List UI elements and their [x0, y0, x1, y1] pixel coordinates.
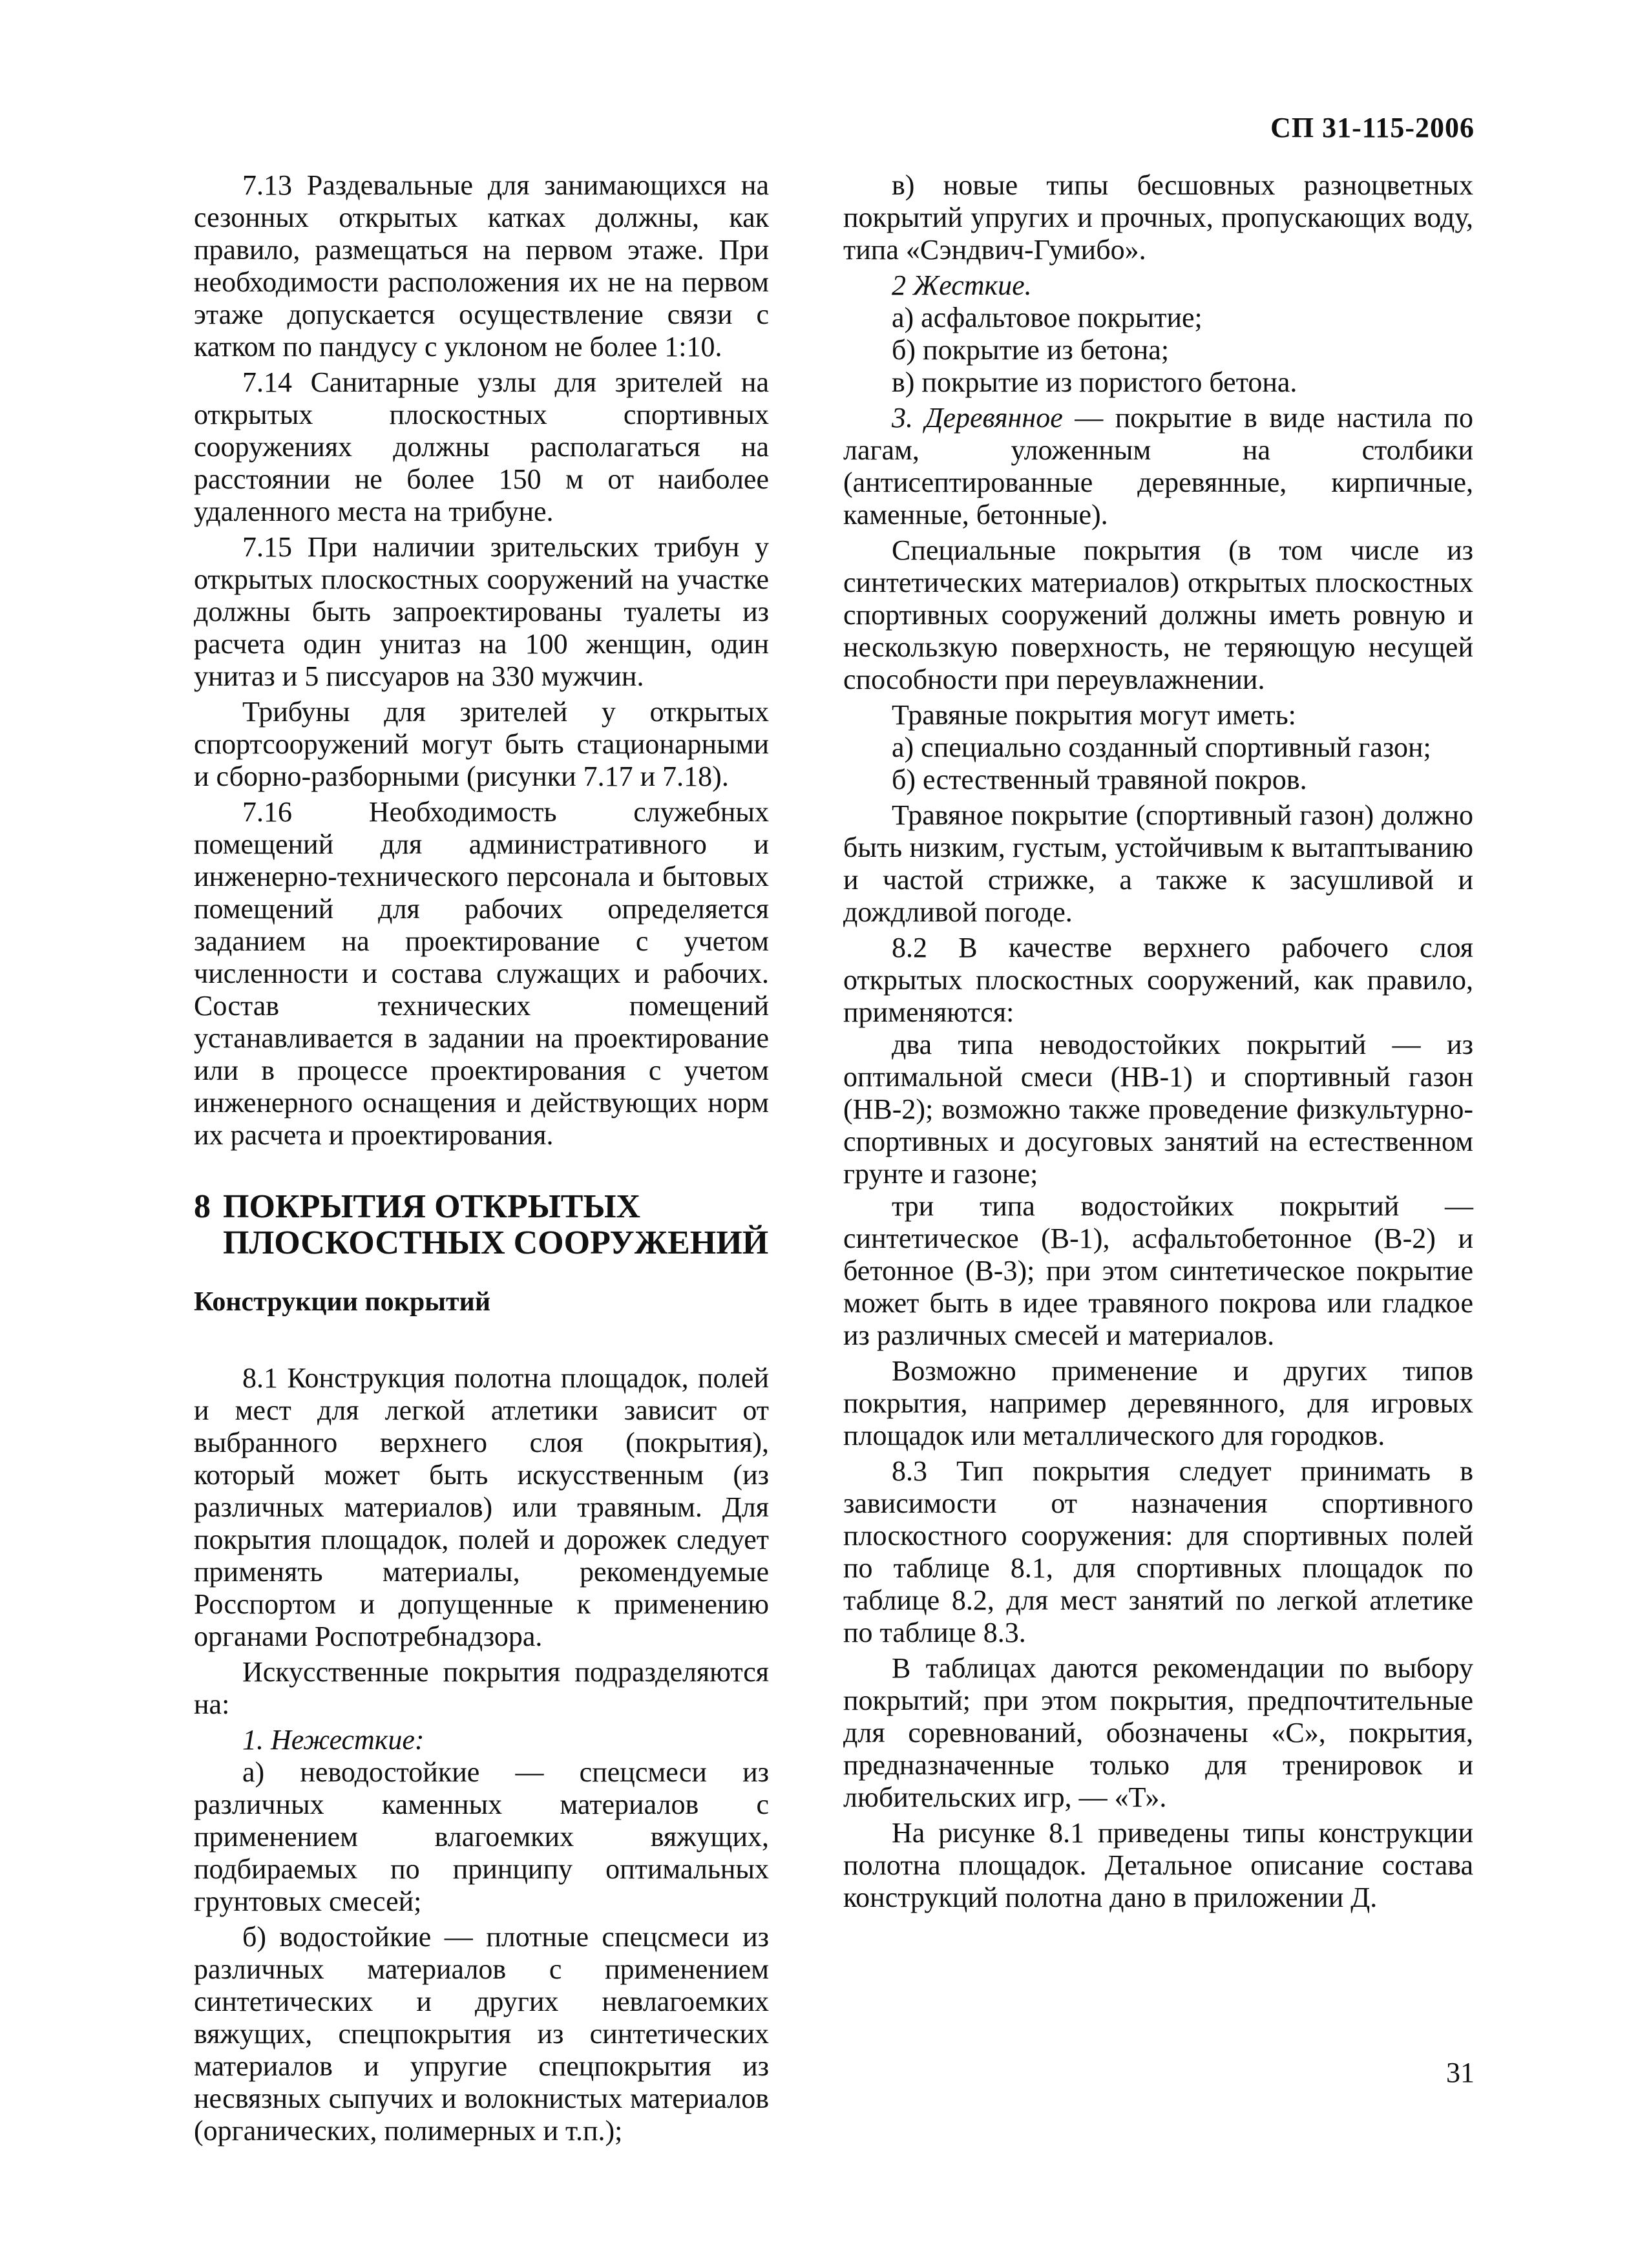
list2-item-b: б) покрытие из бетона; [892, 334, 1170, 366]
list1-label [194, 1724, 769, 1756]
grass-item-a: а) специально созданный спортивный газон; [892, 731, 1431, 763]
paragraph-7-14: 7.14 Санитарные узлы для зрителей на открытых плоскостных спортивных сооружениях должны располагаться на расстоянии не более 150 м от наиболее удаленного места на трибуне. [194, 366, 769, 527]
paragraph-grass-can: Травяные покрытия могут иметь: [892, 699, 1296, 731]
paragraph-figure: На рисунке 8.1 приведены типы конструкции полотна площадок. Детальное описание состава конструкций полотна дано в приложении Д. [843, 1817, 1473, 1913]
list1-label-text: 1. Нежесткие: [242, 1724, 425, 1756]
paragraph-8-2: 8.2 В качестве верхнего рабочего слоя открытых плоскостных сооружений, как правило, применяются: [843, 932, 1473, 1028]
document-code: СП 31-115-2006 [1270, 112, 1475, 143]
subheading: Конструкции покрытий [194, 1287, 491, 1317]
section-title-line2: ПЛОСКОСТНЫХ СООРУЖЕНИЙ [223, 1224, 769, 1261]
paragraph-7-16: 7.16 Необходимость служебных помещений для административного и инженерно-технического персонала и бытовых помещений для рабочих определяется заданием на проектирование с учетом численности и состава служащих и рабочих. Состав технических помещений устанавливается в задании на проектирование или в процессе проектирования с учетом инженерного оснащения и действующих норм их расчета и проектирования. [194, 796, 769, 1151]
list1-item-v: в) новые типы бесшовных разноцветных покрытий упругих и прочных, пропускающих воду, типа «Сэндвич-Гумибо». [843, 169, 1473, 266]
paragraph-7-13: 7.13 Раздевальные для занимающихся на сезонных открытых катках должны, как правило, размещаться на первом этаже. При необходимости расположения их не на первом этаже допускается осуществление связи с катком по пандусу с уклоном не более 1:10. [194, 169, 769, 362]
section-heading [194, 1189, 769, 1261]
paragraph-tribunes: Трибуны для зрителей у открытых спортсооружений могут быть стационарными и сборно-разборными (рисунки 7.17 и 7.18). [194, 696, 769, 792]
left-column [194, 169, 769, 2150]
paragraph-8-2-a: два типа неводостойких покрытий — из оптимальной смеси (НВ-1) и спортивный газон (НВ-2); возможно также проведение физкультурно-спортивных и досуговых занятий на естественном грунте и газоне; [843, 1029, 1473, 1190]
paragraph-7-15: 7.15 При наличии зрительских трибун у открытых плоскостных сооружений на участке должны быть запроектированы туалеты из расчета один унитаз на 100 женщин, один унитаз и 5 писсуаров на 330 мужчин. [194, 531, 769, 692]
paragraph-8-3: 8.3 Тип покрытия следует принимать в зависимости от назначения спортивного плоскостного сооружения: для спортивных полей по таблице 8.1, для спортивных площадок по таблице 8.2, для мест занятий по легкой атлетике по таблице 8.3. [843, 1455, 1473, 1648]
list2-item-a: а) асфальтовое покрытие; [892, 302, 1203, 333]
paragraph-8-1: 8.1 Конструкция полотна площадок, полей и мест для легкой атлетики зависит от выбранного верхнего слоя (покрытия), который может быть искусственным (из различных материалов) или травяным. Для покрытия площадок, полей и дорожек следует применять материалы, рекомендуемые Росспортом и допущенные к применению органами Роспотребнадзора. [194, 1362, 769, 1652]
list3-label: 3. Деревянное [892, 402, 1063, 434]
grass-item-b: б) естественный травяной покров. [892, 764, 1307, 795]
page-number: 31 [1446, 2057, 1475, 2088]
paragraph-special: Специальные покрытия (в том числе из синтетических материалов) открытых плоскостных спортивных сооружений должны иметь ровную и нескользкую поверхность, не теряющую несущей способности при переувлажнении. [843, 534, 1473, 695]
section-title-line1: ПОКРЫТИЯ ОТКРЫТЫХ [223, 1188, 641, 1225]
list2-label [843, 269, 1473, 302]
list1-item-b: б) водостойкие — плотные спецсмеси из различных материалов с применением синтетических и других невлагоемких вяжущих, спецпокрытия из синтетических материалов и упругие спецпокрытия из несвязных сыпучих и волокнистых материалов (органических, полимерных и т.п.); [194, 1921, 769, 2147]
list2-label-text: 2 Жесткие. [892, 269, 1032, 301]
paragraph-grass-req: Травяное покрытие (спортивный газон) должно быть низким, густым, устойчивым к вытаптыванию и частой стрижке, а также к засушливой и дождливой погоде. [843, 799, 1473, 928]
right-column [843, 169, 1473, 1917]
paragraph-other: Возможно применение и других типов покрытия, например деревянного, для игровых площадок или металлического для городков. [843, 1355, 1473, 1451]
list1-item-a: а) неводостойкие — спецсмеси из различных каменных материалов с применением влагоемких вяжущих, подбираемых по принципу оптимальных грунтовых смесей; [194, 1756, 769, 1917]
list2-item-v: в) покрытие из пористого бетона. [892, 366, 1297, 398]
list3-paragraph [843, 402, 1473, 531]
paragraph-8-2-b: три типа водостойких покрытий — синтетическое (В-1), асфальтобетонное (В-2) и бетонное (В-3); при этом синтетическое покрытие может быть в идее травяного покрова или гладкое из различных смесей и материалов. [843, 1190, 1473, 1351]
list3-text: — покрытие в виде настила по лагам, уложенным на столбики (антисептированные деревянные, кирпичные, каменные, бетонные). [843, 402, 1474, 530]
section-number: 8 [194, 1188, 211, 1225]
paragraph-artificial: Искусственные покрытия подразделяются на: [194, 1656, 769, 1720]
paragraph-tables: В таблицах даются рекомендации по выбору покрытий; при этом покрытия, предпочтительные для соревнований, обозначены «С», покрытия, предназначенные только для тренировок и любительских игр, — «Т». [843, 1652, 1473, 1813]
